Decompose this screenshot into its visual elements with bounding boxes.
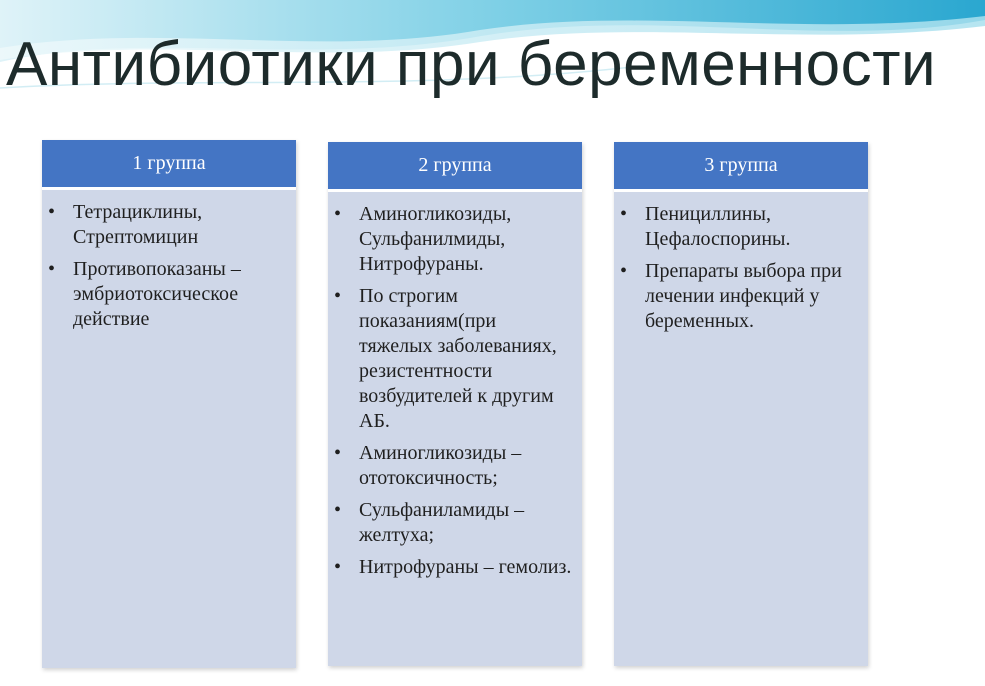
list-item: • Сульфаниламиды – желтуха;: [356, 498, 572, 548]
list-item: • Нитрофураны – гемолиз.: [356, 555, 572, 580]
list-item: • Тетрациклины, Стрептомицин: [70, 200, 286, 250]
list-item: • Противопоказаны – эмбриотоксическое действие: [70, 257, 286, 332]
group-2-header: 2 группа: [328, 142, 582, 192]
list-item: • Препараты выбора при лечении инфекций у беременных.: [642, 259, 858, 334]
list-item: • Пенициллины, Цефалоспорины.: [642, 202, 858, 252]
list-item: • Аминогликозиды – ототоксичность;: [356, 441, 572, 491]
group-3-column: [614, 142, 868, 666]
group-1-column: [42, 140, 296, 668]
group-3-header: 3 группа: [614, 142, 868, 192]
list-item: • Аминогликозиды, Сульфанилмиды, Нитрофураны.: [356, 202, 572, 277]
list-item: • По строгим показаниям(при тяжелых заболеваниях, резистентности возбудителей к другим АБ.: [356, 284, 572, 434]
page-title: Антибиотики при беременности: [6, 30, 937, 99]
group-1-header: 1 группа: [42, 140, 296, 190]
group-3-list: [614, 192, 868, 334]
group-2-list: [328, 192, 582, 580]
group-1-list: [42, 190, 296, 332]
group-2-column: [328, 142, 582, 666]
